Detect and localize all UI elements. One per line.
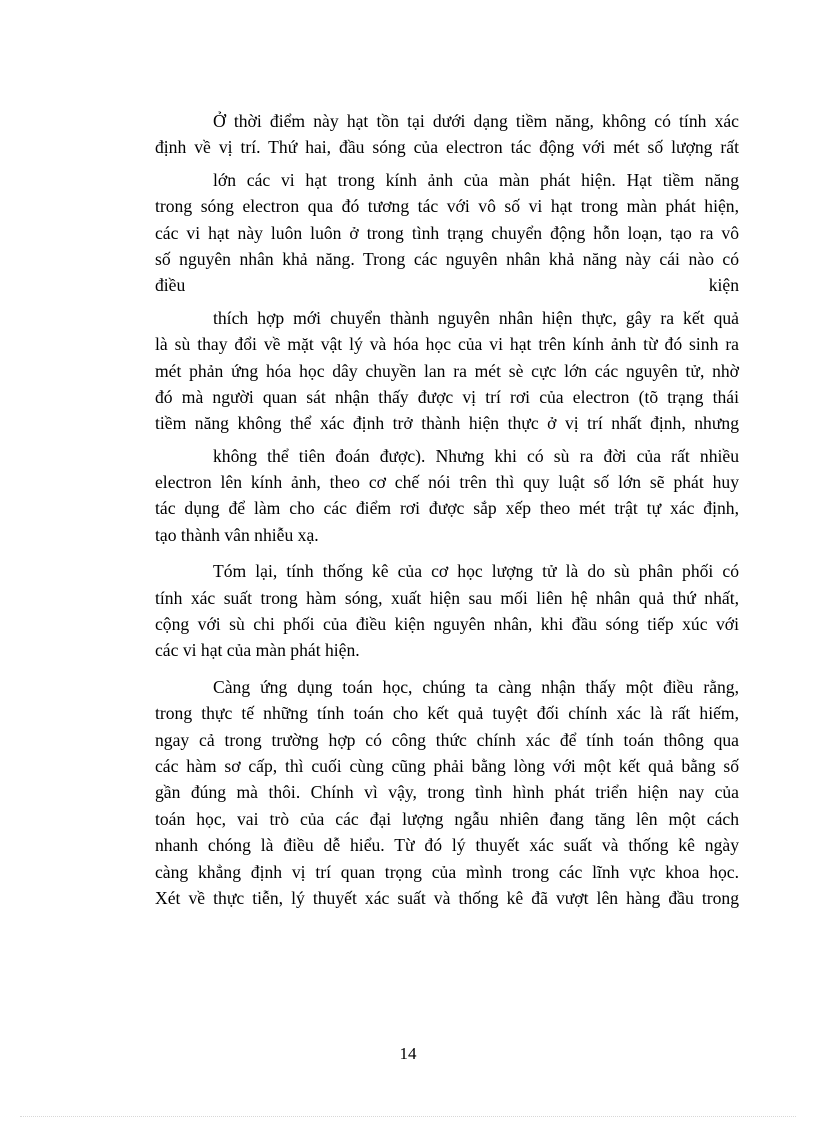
text-line: Tóm lại, tính thống kê của cơ học lượng tử là do sù phân phối có (213, 561, 739, 582)
text-line: tiềm năng không thể xác định trở thành hiện thực ở vị trí nhất định, nhưng (155, 413, 739, 434)
text-line: toán học, vai trò của các đại lượng ngẫu nhiên đang tăng lên một cách (155, 808, 739, 829)
text-fragment: kiện (708, 275, 739, 296)
text-line: tạo thành vân nhiễu xạ. (155, 524, 319, 545)
text-fragment: điều (155, 275, 186, 296)
text-line: ngay cả trong trường hợp có công thức chính xác để tính toán thông qua (155, 729, 739, 750)
text-line: tính xác suất trong hàm sóng, xuất hiện sau mối liên hệ nhân quả thứ nhất, (155, 587, 739, 608)
text-line: trong thực tế những tính toán cho kết quả tuyệt đối chính xác là rất hiếm, (155, 703, 739, 724)
text-line: các vi hạt của màn phát hiện. (155, 640, 360, 661)
text-line: cộng với sù chi phối của điều kiện nguyên nhân, khi đầu sóng tiếp xúc với (155, 614, 739, 635)
body-text (155, 108, 739, 911)
text-line: thích hợp mới chuyển thành nguyên nhân hiện thực, gây ra kết quả (213, 307, 739, 328)
text-line: nhanh chóng là điều dễ hiểu. Từ đó lý thuyết xác suất và thống kê ngày (155, 835, 739, 856)
page-number: 14 (399, 1044, 417, 1063)
text-line: Ở thời điểm này hạt tồn tại dưới dạng tiềm năng, không có tính xác (213, 111, 739, 131)
text-line: tác dụng để làm cho các điểm rơi được sắp xếp theo mét trật tự xác định, (155, 498, 739, 519)
text-line: mét phản ứng hóa học dây chuyền lan ra mét sè cực lớn các nguyên tử, nhờ (155, 360, 739, 381)
page-bottom-divider (20, 1116, 796, 1117)
text-line: là sù thay đổi về mặt vật lý và hóa học của vi hạt trên kính ảnh từ đó sinh ra (155, 334, 739, 355)
text-line: định về vị trí. Thứ hai, đầu sóng của electron tác động với mét số lượng rất (155, 137, 739, 158)
text-line: càng khẳng định vị trí quan trọng của mình trong các lĩnh vực khoa học. (155, 861, 739, 882)
text-line: không thể tiên đoán được). Nhưng khi có sù ra đời của rất nhiều (213, 445, 739, 466)
text-line: đó mà người quan sát nhận thấy được vị trí rơi của electron (tõ trạng thái (155, 386, 739, 407)
text-line: số nguyên nhân khả năng. Trong các nguyên nhân khả năng này cái nào có (155, 248, 739, 269)
text-line: gần đúng mà thôi. Chính vì vậy, trong tình hình phát triển hiện nay của (155, 782, 739, 803)
text-line: electron lên kính ảnh, theo cơ chế nói trên thì quy luật số lớn sẽ phát huy (155, 472, 739, 493)
text-line: các vi hạt này luôn luôn ở trong tình trạng chuyển động hỗn loạn, tạo ra vô (155, 222, 739, 243)
text-line: lớn các vi hạt trong kính ảnh của màn phát hiện. Hạt tiềm năng (213, 169, 739, 190)
paragraph-gap (155, 548, 739, 558)
text-line: các hàm sơ cấp, thì cuối cùng cũng phải bằng lòng với một kết quả bằng số (155, 755, 739, 776)
paragraph-gap (155, 664, 739, 674)
split-line (155, 272, 739, 298)
text-line: Càng ứng dụng toán học, chúng ta càng nhận thấy một điều rằng, (213, 676, 739, 697)
text-line: Xét về thực tiễn, lý thuyết xác suất và thống kê đã vượt lên hàng đầu trong (155, 887, 739, 908)
text-line: trong sóng electron qua đó tương tác với vô số vi hạt trong màn phát hiện, (155, 196, 739, 217)
